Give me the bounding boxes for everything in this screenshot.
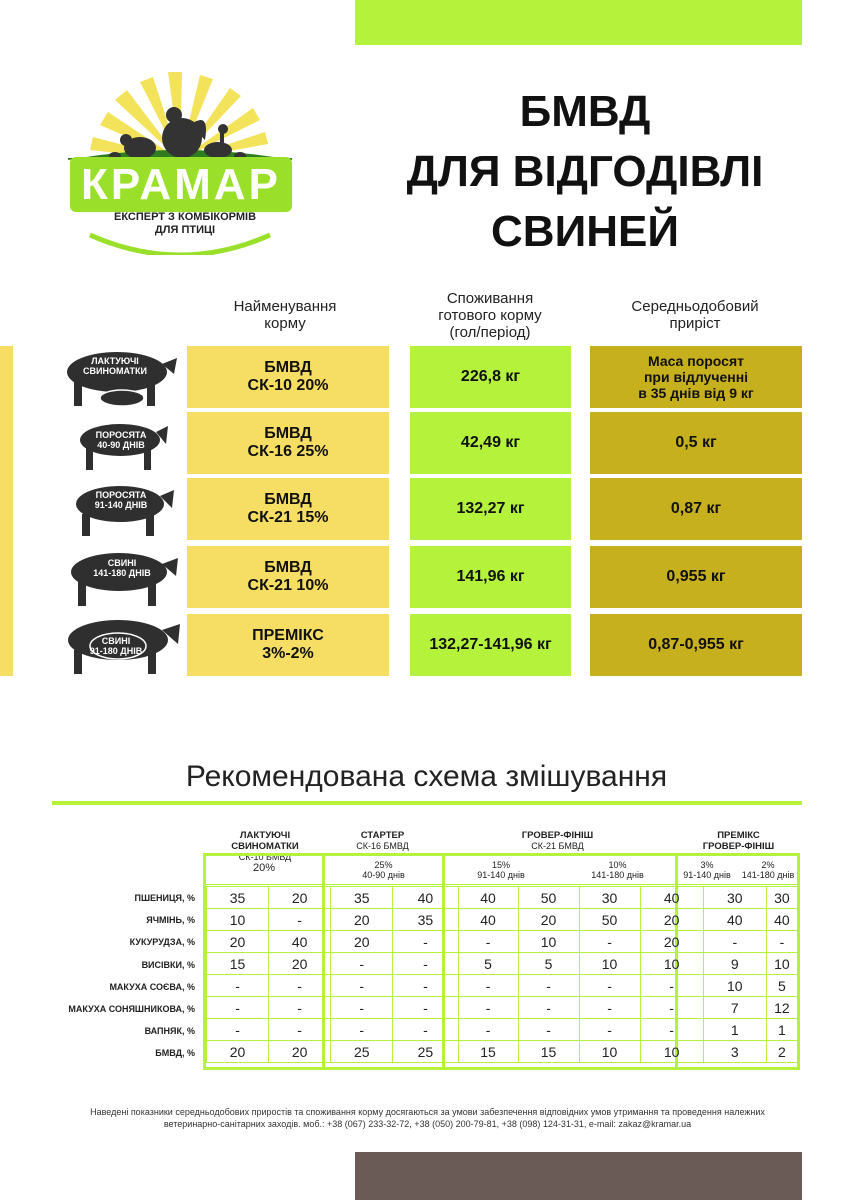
mix-value-cell: - xyxy=(331,1019,393,1041)
mix-value-cell: 1 xyxy=(766,1019,797,1041)
mix-value-cell: 5 xyxy=(766,975,797,997)
mix-value-cell: - xyxy=(579,1019,640,1041)
group-header-starter xyxy=(325,830,440,851)
group-header-premix xyxy=(680,830,797,852)
brand-tagline-line1: ЕКСПЕРТ З КОМБІКОРМІВ xyxy=(113,211,257,223)
mix-value-cell: - xyxy=(640,975,703,997)
subhead-days: 91-140 днів xyxy=(477,870,525,880)
animal-label-l1: ПОРОСЯТА xyxy=(95,490,147,500)
consumption-cell: 132,27 кг xyxy=(410,478,571,540)
mix-value-cell: 5 xyxy=(458,953,518,975)
mix-value-cell: - xyxy=(393,953,458,975)
brand-name: КРАМАР xyxy=(70,157,292,212)
consumption-cell: 132,27-141,96 кг xyxy=(410,614,571,676)
gain-l3: в 35 днів від 9 кг xyxy=(638,385,754,401)
mix-value-cell: 20 xyxy=(207,931,269,953)
bottom-accent-bar xyxy=(355,1152,802,1200)
ingredient-label: БМВД, % xyxy=(155,1048,195,1058)
mixing-scheme-title: Рекомендована схема змішування xyxy=(185,760,668,793)
subhead-pct: 15% xyxy=(491,860,510,870)
subhead xyxy=(560,860,675,880)
mix-row xyxy=(207,1019,798,1041)
mixing-values-table xyxy=(206,886,798,1063)
mix-value-cell: 20 xyxy=(640,909,703,931)
ingredient-label: МАКУХА СОЄВА, % xyxy=(109,982,195,992)
mix-value-cell: 20 xyxy=(269,887,331,909)
col-header-daily-gain xyxy=(590,298,800,332)
page-title xyxy=(380,82,790,262)
consumption-cell: 141,96 кг xyxy=(410,546,571,608)
ingredient-label: ВАПНЯК, % xyxy=(144,1026,195,1036)
feed-name-cell xyxy=(187,614,389,676)
mix-value-cell: 40 xyxy=(393,887,458,909)
group-sub: СК-21 БМВД xyxy=(531,841,584,851)
mix-value-cell: 10 xyxy=(640,953,703,975)
header-divider xyxy=(206,884,798,885)
feed-name-l2: СК-10 20% xyxy=(247,377,329,394)
gain-cell: 0,5 кг xyxy=(590,412,802,474)
feed-name-l2: СК-21 10% xyxy=(247,577,329,594)
ingredient-label: КУКУРУДЗА, % xyxy=(129,937,195,947)
mix-value-cell: - xyxy=(640,1019,703,1041)
gain-cell: 0,87-0,955 кг xyxy=(590,614,802,676)
mix-value-cell: 20 xyxy=(518,909,579,931)
mix-value-cell: - xyxy=(331,975,393,997)
mix-value-cell: 10 xyxy=(766,953,797,975)
subhead-days: 91-140 днів xyxy=(683,870,731,880)
ingredient-label: ВИСІВКИ, % xyxy=(141,960,195,970)
gain-l2: при відлученні xyxy=(643,369,749,385)
animal-label-l1: ПОРОСЯТА xyxy=(95,430,147,440)
mix-value-cell: 40 xyxy=(766,909,797,931)
mix-value-cell: 10 xyxy=(518,931,579,953)
subhead xyxy=(325,860,442,880)
group-sub: СК-10 БМВД xyxy=(238,852,292,862)
title-line-1: БМВД xyxy=(519,87,651,136)
left-accent-strip xyxy=(0,346,13,676)
mix-value-cell: - xyxy=(458,931,518,953)
mix-value-cell: 20 xyxy=(331,909,393,931)
mix-value-cell: - xyxy=(518,1019,579,1041)
mix-value-cell: - xyxy=(207,1019,269,1041)
subhead xyxy=(445,860,557,880)
animal-label-l2: 141-180 ДНІВ xyxy=(93,568,151,578)
subhead-days: 40-90 днів xyxy=(362,870,405,880)
mix-value-cell: - xyxy=(331,997,393,1019)
mix-value-cell: 10 xyxy=(703,975,766,997)
subhead-pct: 3% xyxy=(700,860,714,870)
brand-tagline xyxy=(80,211,290,237)
mix-value-cell: - xyxy=(269,1019,331,1041)
mix-value-cell: - xyxy=(458,1019,518,1041)
feed-name-l1: БМВД xyxy=(264,559,312,576)
mix-value-cell: 50 xyxy=(518,887,579,909)
subhead-pct: 25% xyxy=(374,860,393,870)
ingredient-label: МАКУХА СОНЯШНИКОВА, % xyxy=(68,1004,195,1014)
animal-label-l1: СВИНІ xyxy=(107,558,137,568)
animal-label-l1: СВИНІ xyxy=(101,636,131,646)
animal-label-l2: 91-180 ДНІВ xyxy=(89,646,143,656)
gain-cell xyxy=(590,346,802,408)
group-name: ЛАКТУЮЧІ СВИНОМАТКИ xyxy=(231,830,299,852)
col-header-consumption-l2: готового корму xyxy=(438,307,542,324)
mix-value-cell: - xyxy=(458,975,518,997)
feed-name-l1: ПРЕМІКС xyxy=(252,627,324,644)
mix-value-cell: - xyxy=(269,997,331,1019)
subhead-pct: 20% xyxy=(252,862,276,874)
gain-l1: Маса поросят xyxy=(647,353,744,369)
gain-cell: 0,87 кг xyxy=(590,478,802,540)
title-underline xyxy=(52,801,802,805)
mix-row xyxy=(207,997,798,1019)
col-header-consumption-l1: Споживання xyxy=(446,290,534,307)
mix-value-cell: - xyxy=(518,997,579,1019)
mix-value-cell: 2 xyxy=(766,1041,797,1063)
animal-label xyxy=(74,636,158,656)
animal-label-l2: 40-90 ДНІВ xyxy=(97,440,145,450)
mix-value-cell: 10 xyxy=(579,1041,640,1063)
col-header-consumption xyxy=(410,290,570,341)
mix-value-cell: 40 xyxy=(703,909,766,931)
group-sub: СК-16 БМВД xyxy=(356,841,409,851)
animal-label xyxy=(76,490,166,510)
feed-name-l2: СК-21 15% xyxy=(247,509,329,526)
mix-value-cell: 7 xyxy=(703,997,766,1019)
mix-value-cell: - xyxy=(269,975,331,997)
col-header-feed-name-l1: Найменування xyxy=(233,298,337,315)
mix-value-cell: - xyxy=(766,931,797,953)
animal-label-l2: 91-140 ДНІВ xyxy=(94,500,148,510)
mix-row xyxy=(207,909,798,931)
subhead xyxy=(678,860,736,880)
mix-value-cell: 35 xyxy=(207,887,269,909)
col-header-feed-name xyxy=(200,298,370,332)
animal-label xyxy=(72,356,158,376)
mix-value-cell: - xyxy=(518,975,579,997)
mix-value-cell: - xyxy=(331,953,393,975)
mix-value-cell: - xyxy=(393,997,458,1019)
consumption-cell: 226,8 кг xyxy=(410,346,571,408)
subhead xyxy=(737,860,799,880)
feed-name-cell xyxy=(187,546,389,608)
title-line-2: ДЛЯ ВІДГОДІВЛІ xyxy=(406,147,764,196)
mix-value-cell: 25 xyxy=(393,1041,458,1063)
gain-cell: 0,955 кг xyxy=(590,546,802,608)
mix-value-cell: 40 xyxy=(458,887,518,909)
mix-value-cell: 9 xyxy=(703,953,766,975)
mix-value-cell: 50 xyxy=(579,909,640,931)
mix-value-cell: 10 xyxy=(640,1041,703,1063)
col-header-feed-name-l2: корму xyxy=(264,315,306,332)
mix-value-cell: 30 xyxy=(766,887,797,909)
consumption-cell: 42,49 кг xyxy=(410,412,571,474)
mix-value-cell: - xyxy=(269,909,331,931)
feed-name-l1: БМВД xyxy=(264,425,312,442)
mix-value-cell: - xyxy=(458,997,518,1019)
footnote-line1: Наведені показники середньодобових приростів та споживання корму досягаються за умови забезпечення відповідних умов утримання та проведення належних xyxy=(90,1107,765,1117)
group-name: ГРОВЕР-ФІНІШ xyxy=(521,830,594,841)
mix-value-cell: 40 xyxy=(269,931,331,953)
mix-value-cell: 40 xyxy=(458,909,518,931)
mix-value-cell: - xyxy=(393,931,458,953)
title-line-3: СВИНЕЙ xyxy=(491,207,679,256)
mix-value-cell: - xyxy=(207,997,269,1019)
mix-value-cell: 35 xyxy=(393,909,458,931)
mix-value-cell: - xyxy=(579,931,640,953)
animal-label-l2: СВИНОМАТКИ xyxy=(83,366,147,376)
mix-value-cell: 15 xyxy=(458,1041,518,1063)
mix-value-cell: 10 xyxy=(579,953,640,975)
subhead-days: 141-180 днів xyxy=(591,870,644,880)
mix-value-cell: 25 xyxy=(331,1041,393,1063)
mix-row xyxy=(207,953,798,975)
mix-value-cell: 15 xyxy=(207,953,269,975)
mix-value-cell: 12 xyxy=(766,997,797,1019)
mix-value-cell: 15 xyxy=(518,1041,579,1063)
mix-value-cell: 30 xyxy=(579,887,640,909)
mix-value-cell: - xyxy=(640,997,703,1019)
subhead-pct: 10% xyxy=(608,860,627,870)
mix-value-cell: 5 xyxy=(518,953,579,975)
top-accent-bar xyxy=(355,0,802,45)
feed-name-l1: БМВД xyxy=(264,359,312,376)
mix-value-cell: 30 xyxy=(703,887,766,909)
mix-value-cell: 20 xyxy=(640,931,703,953)
mix-row xyxy=(207,1041,798,1063)
mix-value-cell: - xyxy=(393,975,458,997)
feed-name-cell xyxy=(187,478,389,540)
mix-value-cell: 40 xyxy=(640,887,703,909)
ingredient-label: ЯЧМІНЬ, % xyxy=(146,915,195,925)
mix-value-cell: 20 xyxy=(269,953,331,975)
footnote-line2: ветеринарно-санітарних заходів. моб.: +38 (067) 233-32-72, +38 (050) 200-79-81, +38 (098) 124-31-31, e-mail: zakaz@kramar.ua xyxy=(163,1119,692,1129)
mix-value-cell: 20 xyxy=(269,1041,331,1063)
group-name: СТАРТЕР xyxy=(360,830,405,841)
mix-value-cell: 35 xyxy=(331,887,393,909)
mix-value-cell: - xyxy=(579,975,640,997)
feed-name-cell xyxy=(187,346,389,408)
feed-name-l2: 3%-2% xyxy=(262,645,314,662)
mix-value-cell: 20 xyxy=(207,1041,269,1063)
group-header-grower-finish xyxy=(445,830,670,851)
col-header-daily-gain-l2: приріст xyxy=(669,315,721,332)
ingredient-label: ПШЕНИЦЯ, % xyxy=(134,893,195,903)
subhead-pct: 2% xyxy=(761,860,775,870)
animal-label xyxy=(78,430,164,450)
mix-value-cell: - xyxy=(703,931,766,953)
group-name: ПРЕМІКС xyxy=(717,830,760,841)
mix-value-cell: 1 xyxy=(703,1019,766,1041)
feed-name-l2: СК-16 25% xyxy=(247,443,329,460)
mix-value-cell: 20 xyxy=(331,931,393,953)
mix-row xyxy=(207,975,798,997)
subhead-days: 141-180 днів xyxy=(741,870,795,880)
brand-tagline-line2: ДЛЯ ПТИЦІ xyxy=(154,224,216,236)
mix-row xyxy=(207,931,798,953)
mix-row xyxy=(207,887,798,909)
col-header-consumption-l3: (гол/період) xyxy=(449,324,531,341)
group-sub: ГРОВЕР-ФІНІШ xyxy=(702,841,775,852)
mix-value-cell: 10 xyxy=(207,909,269,931)
footnote xyxy=(60,1106,795,1130)
animal-label-l1: ЛАКТУЮЧІ xyxy=(91,356,139,366)
feed-name-l1: БМВД xyxy=(264,491,312,508)
mix-value-cell: - xyxy=(393,1019,458,1041)
feed-name-cell xyxy=(187,412,389,474)
animal-label xyxy=(74,558,170,578)
col-header-daily-gain-l1: Середньодобовий xyxy=(631,298,759,315)
mix-value-cell: 3 xyxy=(703,1041,766,1063)
mix-value-cell: - xyxy=(207,975,269,997)
mix-value-cell: - xyxy=(579,997,640,1019)
